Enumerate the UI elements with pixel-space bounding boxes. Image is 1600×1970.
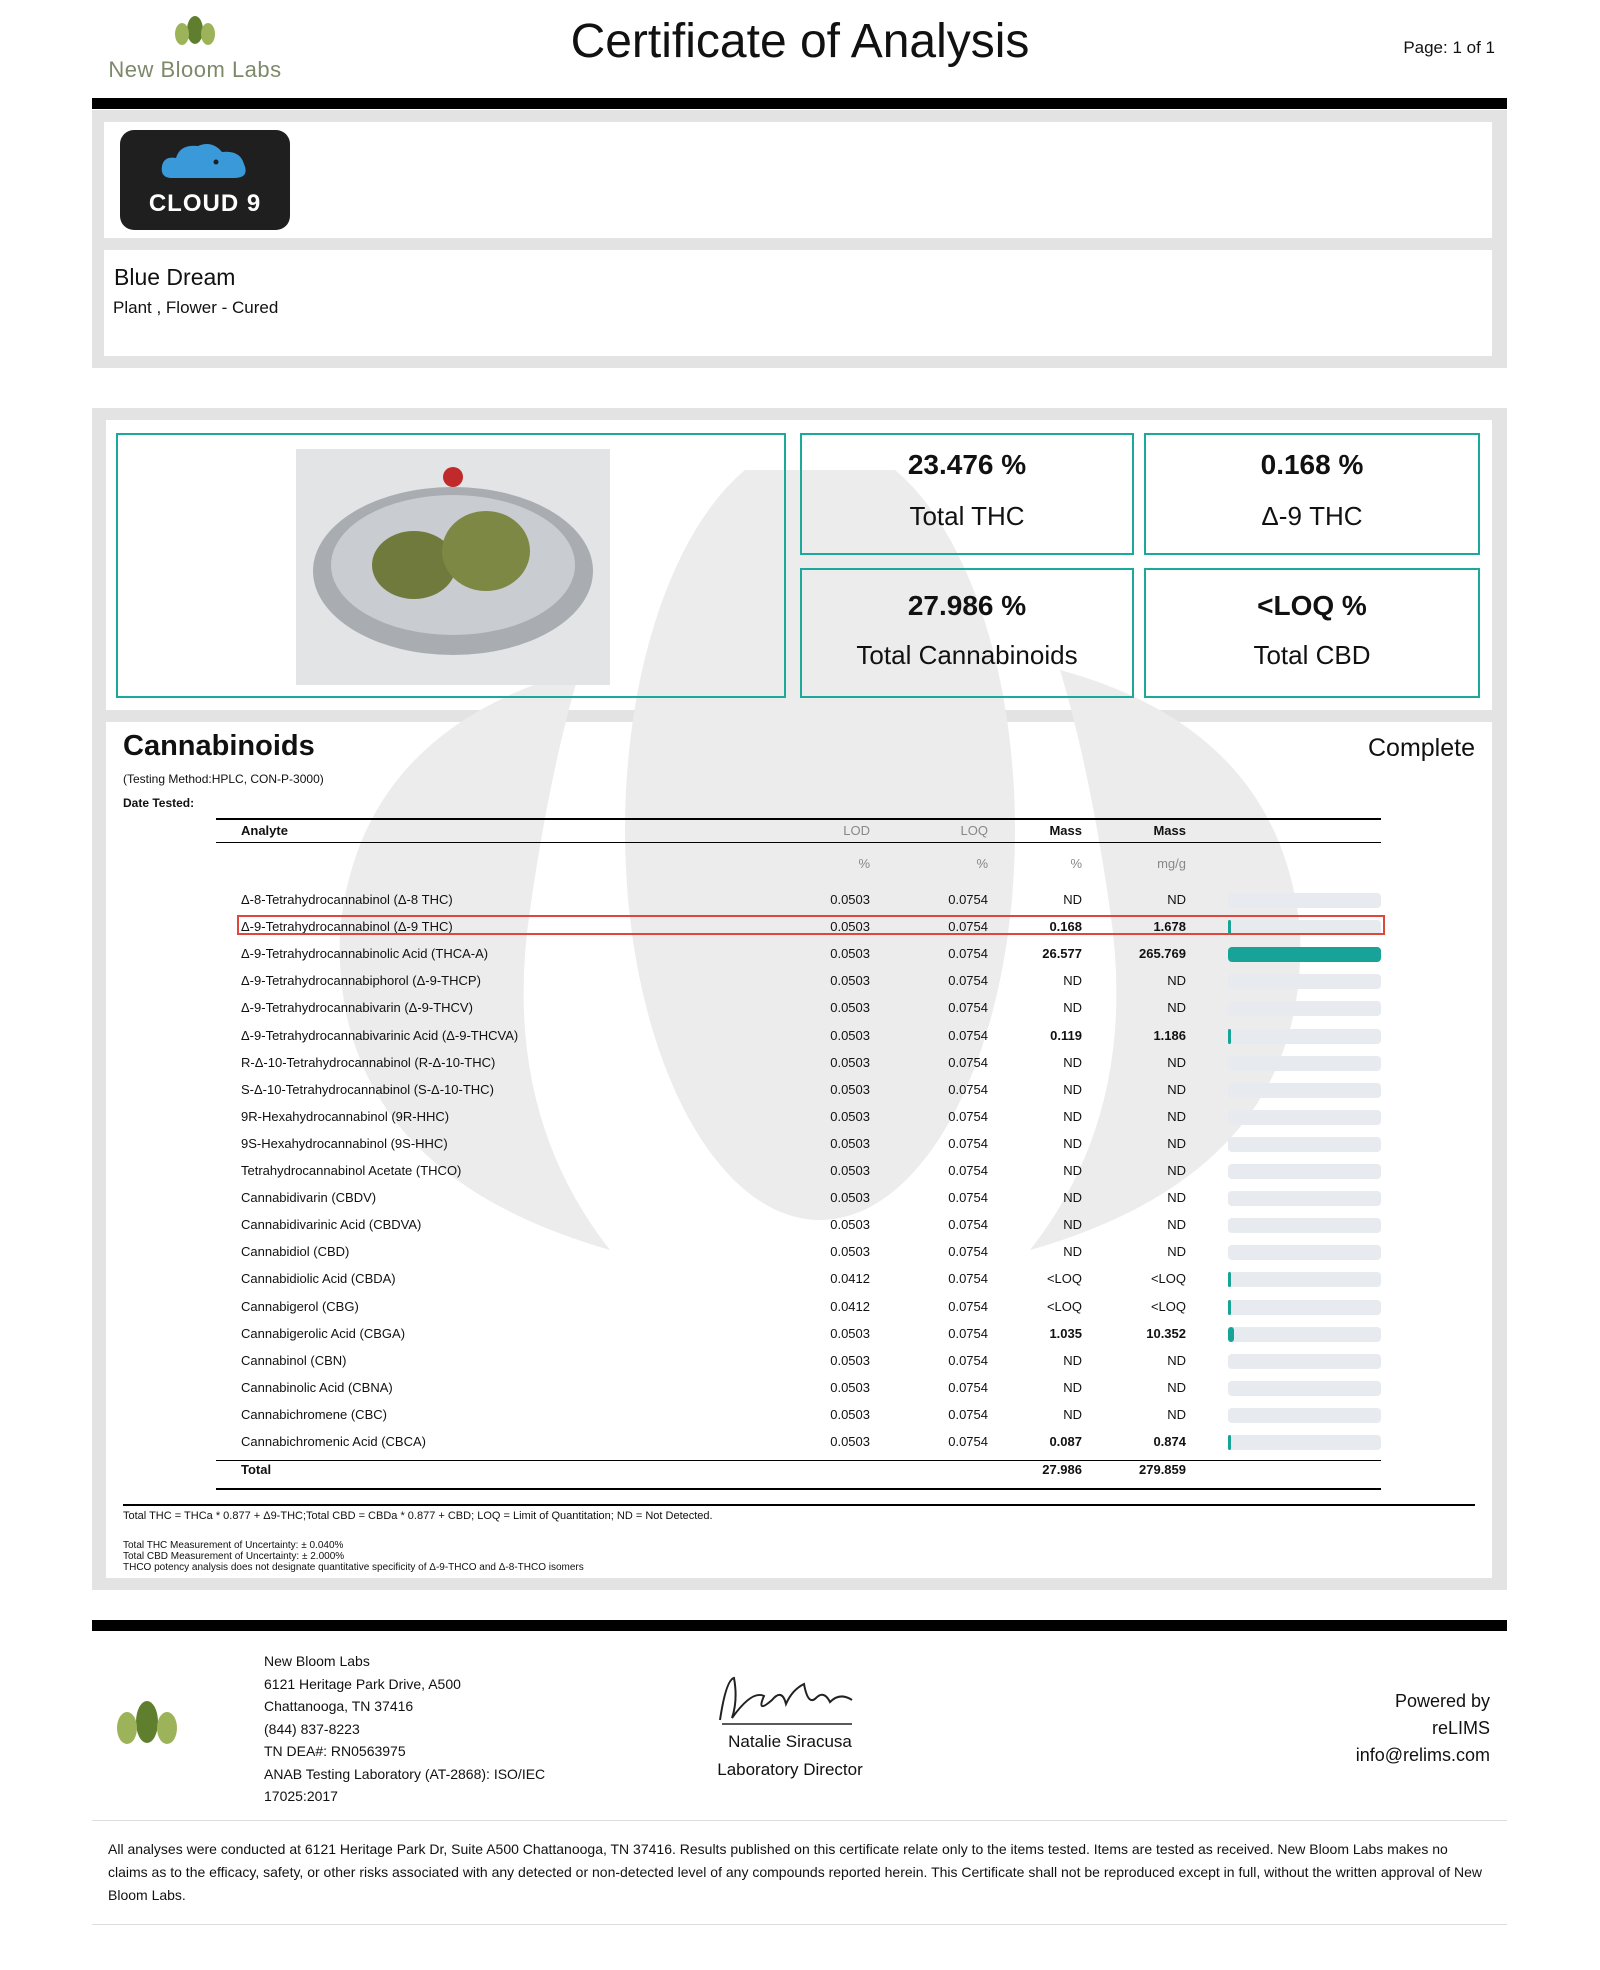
total-thc-value: 23.476 %	[907, 449, 1027, 480]
footnote-thc-uncertainty: Total THC Measurement of Uncertainty: ± 0.040%	[123, 1540, 344, 1551]
disclaimer-bottom-rule	[92, 1924, 1507, 1925]
loq-value: 0.0754	[948, 1082, 988, 1097]
mass-mg-value: 265.769	[1139, 946, 1186, 961]
loq-value: 0.0754	[948, 946, 988, 961]
section-title: Cannabinoids	[123, 730, 315, 762]
mass-mg-value: ND	[1167, 1163, 1186, 1178]
total-thc-label: Total THC	[909, 501, 1025, 531]
footnote-thco: THCO potency analysis does not designate quantitative specificity of Δ-9-THCO and Δ-8-THCO isomers	[123, 1562, 584, 1573]
lod-value: 0.0503	[830, 1190, 870, 1205]
total-pct: 27.986	[1042, 1462, 1082, 1477]
powered-by-label: Powered by	[1394, 1691, 1490, 1711]
loq-value: 0.0754	[948, 919, 988, 934]
address-line: Chattanooga, TN 37416	[264, 1698, 414, 1714]
mass-mg-value: ND	[1167, 1190, 1186, 1205]
powered-by-email[interactable]: info@relims.com	[1355, 1745, 1490, 1765]
stat-total-cbd	[1144, 568, 1480, 698]
analyte-name: Cannabidivarinic Acid (CBDVA)	[241, 1217, 422, 1232]
loq-value: 0.0754	[948, 1353, 988, 1368]
mass-mg-value: <LOQ	[1150, 1299, 1186, 1314]
mass-mg-value: ND	[1167, 1353, 1186, 1368]
loq-value: 0.0754	[948, 1109, 988, 1124]
mass-mg-value: ND	[1167, 1109, 1186, 1124]
footer-leaf-logo-icon	[108, 1695, 186, 1753]
signer-name: Natalie Siracusa	[728, 1732, 852, 1751]
brand-name: CLOUD 9	[148, 190, 262, 217]
analyte-name: 9R-Hexahydrocannabinol (9R-HHC)	[241, 1109, 450, 1124]
address-line: ANAB Testing Laboratory (AT-2868): ISO/IEC	[264, 1765, 546, 1782]
leaf-logo-icon	[165, 12, 225, 52]
mass-pct-value: ND	[1063, 1000, 1082, 1015]
testing-method: (Testing Method:HPLC, CON-P-3000)	[123, 772, 324, 786]
total-mg: 279.859	[1139, 1462, 1186, 1477]
total-label: Total	[241, 1462, 272, 1477]
mass-pct-value: <LOQ	[1046, 1299, 1082, 1314]
loq-value: 0.0754	[948, 1055, 988, 1070]
analyte-name: Cannabinolic Acid (CBNA)	[241, 1380, 393, 1395]
result-bar-track	[1228, 1056, 1381, 1071]
loq-value: 0.0754	[948, 1380, 988, 1395]
mass-mg-value: 1.186	[1153, 1028, 1186, 1043]
analyte-name: Δ-8-Tetrahydrocannabinol (Δ-8 THC)	[241, 892, 453, 907]
cloud-icon	[158, 138, 252, 188]
result-bar	[1228, 947, 1381, 962]
loq-value: 0.0754	[948, 1163, 988, 1178]
address-line: TN DEA#: RN0563975	[264, 1743, 406, 1759]
mass-pct-value: ND	[1063, 1109, 1082, 1124]
result-bar	[1228, 1327, 1234, 1342]
lod-value: 0.0503	[830, 1055, 870, 1070]
result-bar	[1228, 1300, 1231, 1315]
lab-logo	[105, 12, 285, 82]
total-cbd-label: Total CBD	[1253, 640, 1371, 670]
result-bar-track	[1228, 947, 1381, 962]
total-cannabinoids-value: 27.986 %	[907, 590, 1027, 621]
mass-pct-value: 0.119	[1050, 1028, 1082, 1043]
mass-pct-value: ND	[1063, 1244, 1082, 1259]
loq-value: 0.0754	[948, 1299, 988, 1314]
stat-d9-thc	[1144, 433, 1480, 555]
mass-pct-value: <LOQ	[1046, 1271, 1082, 1286]
mass-pct-value: ND	[1063, 892, 1082, 907]
result-bar-track	[1228, 974, 1381, 989]
address-line: New Bloom Labs	[264, 1653, 370, 1669]
header-rule	[216, 842, 1381, 843]
mass-pct-value: ND	[1063, 1217, 1082, 1232]
loq-value: 0.0754	[948, 1271, 988, 1286]
unit-mass-mg: mg/g	[1157, 856, 1186, 871]
mass-pct-value: ND	[1063, 1136, 1082, 1151]
date-tested: Date Tested:	[123, 796, 195, 810]
result-bar-track	[1228, 1164, 1381, 1179]
lod-value: 0.0503	[830, 1407, 870, 1422]
loq-value: 0.0754	[948, 1136, 988, 1151]
lod-value: 0.0503	[830, 1082, 870, 1097]
analyte-name: Δ-9-Tetrahydrocannabivarin (Δ-9-THCV)	[241, 1000, 473, 1015]
mass-pct-value: 1.035	[1049, 1326, 1082, 1341]
mass-mg-value: 0.874	[1153, 1434, 1186, 1449]
result-bar-track	[1228, 1435, 1381, 1450]
lod-value: 0.0503	[830, 1244, 870, 1259]
result-bar-track	[1228, 1110, 1381, 1125]
table-top-rule	[216, 818, 1381, 820]
lod-value: 0.0503	[830, 1217, 870, 1232]
mass-mg-value: ND	[1167, 892, 1186, 907]
mass-pct-value: 0.168	[1049, 919, 1082, 934]
disclaimer: All analyses were conducted at 6121 Heritage Park Dr, Suite A500 Chattanooga, TN 37416. Results published on this certificate relate only to the items tested. Items are tested as received. New Bloom Labs makes no claims as to the efficacy, safety, or other risks associated with any detected or non-detected level of any compounds reported herein. This Certificate shall not be reproduced except in full, without the written approval of New Bloom Labs.	[108, 1841, 1483, 1903]
loq-value: 0.0754	[948, 1407, 988, 1422]
analyte-name: Δ-9-Tetrahydrocannabinolic Acid (THCA-A)	[241, 946, 489, 961]
result-bar-track	[1228, 1272, 1381, 1287]
result-bar-track	[1228, 1001, 1381, 1016]
col-analyte: Analyte	[241, 823, 288, 838]
analyte-name: Cannabidiol (CBD)	[241, 1244, 350, 1259]
footnote-cbd-uncertainty: Total CBD Measurement of Uncertainty: ± 2.000%	[123, 1551, 345, 1562]
table-bottom-rule	[216, 1488, 1381, 1490]
col-mass-mg: Mass	[1153, 823, 1186, 838]
unit-loq: %	[976, 856, 988, 871]
result-bar-track	[1228, 1381, 1381, 1396]
lod-value: 0.0503	[830, 973, 870, 988]
product-name: Blue Dream	[114, 264, 236, 290]
lab-address	[264, 1650, 545, 1808]
analyte-name: S-Δ-10-Tetrahydrocannabinol (S-Δ-10-THC)	[241, 1082, 494, 1097]
result-bar-track	[1228, 1218, 1381, 1233]
mass-pct-value: ND	[1063, 1380, 1082, 1395]
mass-mg-value: ND	[1167, 1136, 1186, 1151]
header-divider	[92, 98, 1507, 109]
mass-mg-value: <LOQ	[1150, 1271, 1186, 1286]
lod-value: 0.0503	[830, 892, 870, 907]
mass-pct-value: ND	[1063, 1353, 1082, 1368]
loq-value: 0.0754	[948, 973, 988, 988]
d9-thc-value: 0.168 %	[1260, 449, 1364, 480]
footer-divider	[92, 1620, 1507, 1631]
analyte-name: Cannabigerol (CBG)	[241, 1299, 359, 1314]
analyte-name: Cannabigerolic Acid (CBGA)	[241, 1326, 406, 1341]
col-lod: LOD	[843, 823, 870, 838]
lod-value: 0.0503	[830, 919, 870, 934]
stat-total-cannabinoids	[800, 568, 1134, 698]
lod-value: 0.0503	[830, 1163, 870, 1178]
mass-mg-value: ND	[1167, 1000, 1186, 1015]
mass-pct-value: ND	[1063, 973, 1082, 988]
mass-mg-value: ND	[1167, 1244, 1186, 1259]
result-bar-track	[1228, 1029, 1381, 1044]
analyte-name: Cannabichromenic Acid (CBCA)	[241, 1434, 426, 1449]
mass-mg-value: 10.352	[1146, 1326, 1186, 1341]
mass-mg-value: ND	[1167, 973, 1186, 988]
mass-mg-value: ND	[1167, 1082, 1186, 1097]
lod-value: 0.0412	[830, 1299, 870, 1314]
loq-value: 0.0754	[948, 1244, 988, 1259]
address-line: 6121 Heritage Park Drive, A500	[264, 1675, 461, 1692]
mass-pct-value: ND	[1063, 1407, 1082, 1422]
mass-pct-value: ND	[1063, 1082, 1082, 1097]
lod-value: 0.0412	[830, 1271, 870, 1286]
total-cbd-value: <LOQ %	[1257, 590, 1367, 621]
powered-by	[1300, 1688, 1490, 1769]
lab-name: New Bloom Labs	[108, 57, 282, 82]
mass-mg-value: ND	[1167, 1217, 1186, 1232]
loq-value: 0.0754	[948, 1326, 988, 1341]
address-line: 17025:2017	[264, 1788, 338, 1804]
mass-pct-value: ND	[1063, 1163, 1082, 1178]
analyte-name: Cannabidiolic Acid (CBDA)	[241, 1271, 396, 1286]
loq-value: 0.0754	[948, 1434, 988, 1449]
loq-value: 0.0754	[948, 1028, 988, 1043]
footnote-rule	[123, 1504, 1475, 1506]
lod-value: 0.0503	[830, 1326, 870, 1341]
result-bar	[1228, 1029, 1231, 1044]
result-bar-track	[1228, 1245, 1381, 1260]
mass-pct-value: ND	[1063, 1190, 1082, 1205]
result-bar-track	[1228, 1083, 1381, 1098]
analyte-name: Tetrahydrocannabinol Acetate (THCO)	[241, 1163, 462, 1178]
unit-lod: %	[858, 856, 870, 871]
result-bar-track	[1228, 1354, 1381, 1369]
mass-pct-value: 0.087	[1049, 1434, 1082, 1449]
mass-pct-value: 26.577	[1042, 946, 1082, 961]
col-mass-pct: Mass	[1049, 823, 1082, 838]
mass-mg-value: ND	[1167, 1407, 1186, 1422]
lod-value: 0.0503	[830, 1028, 870, 1043]
loq-value: 0.0754	[948, 1217, 988, 1232]
analyte-name: Δ-9-Tetrahydrocannabinol (Δ-9 THC)	[241, 919, 453, 934]
col-loq: LOQ	[960, 823, 988, 838]
mass-mg-value: ND	[1167, 1380, 1186, 1395]
result-bar-track	[1228, 893, 1381, 908]
brand-logo	[120, 130, 290, 230]
sample-photo-box	[116, 433, 786, 698]
result-bar-track	[1228, 1327, 1381, 1342]
lod-value: 0.0503	[830, 1109, 870, 1124]
analyte-name: Δ-9-Tetrahydrocannabivarinic Acid (Δ-9-THCVA)	[241, 1028, 519, 1043]
mass-mg-value: ND	[1167, 1055, 1186, 1070]
product-type: Plant , Flower - Cured	[113, 298, 279, 317]
sample-photo	[296, 449, 610, 685]
page-title: Certificate of Analysis	[570, 15, 1030, 68]
result-bar-track	[1228, 1408, 1381, 1423]
d9-thc-label: Δ-9 THC	[1261, 501, 1363, 531]
mass-pct-value: ND	[1063, 1055, 1082, 1070]
unit-mass-pct: %	[1070, 856, 1082, 871]
signature	[712, 1670, 862, 1730]
result-bar-track	[1228, 1300, 1381, 1315]
powered-by-vendor: reLIMS	[1431, 1718, 1490, 1738]
result-bar	[1228, 1435, 1231, 1450]
total-rule	[216, 1460, 1381, 1461]
loq-value: 0.0754	[948, 1000, 988, 1015]
disclaimer-top-rule	[92, 1820, 1507, 1821]
result-bar-track	[1228, 1137, 1381, 1152]
footnote-formula: Total THC = THCa * 0.877 + Δ9-THC;Total CBD = CBDa * 0.877 + CBD; LOQ = Limit of Quantitation; ND = Not Detected.	[123, 1510, 713, 1522]
status-badge: Complete	[1368, 734, 1475, 762]
result-bar-track	[1228, 1191, 1381, 1206]
highlight-row-outline	[237, 915, 1385, 935]
lod-value: 0.0503	[830, 1000, 870, 1015]
lod-value: 0.0503	[830, 1353, 870, 1368]
stat-total-thc	[800, 433, 1134, 555]
lod-value: 0.0503	[830, 1136, 870, 1151]
analyte-name: 9S-Hexahydrocannabinol (9S-HHC)	[241, 1136, 448, 1151]
loq-value: 0.0754	[948, 1190, 988, 1205]
analyte-name: Δ-9-Tetrahydrocannabiphorol (Δ-9-THCP)	[241, 973, 481, 988]
mass-mg-value: 1.678	[1153, 919, 1186, 934]
analyte-name: Cannabidivarin (CBDV)	[241, 1190, 377, 1205]
lod-value: 0.0503	[830, 1434, 870, 1449]
product-area	[104, 250, 1492, 356]
analyte-name: R-Δ-10-Tetrahydrocannabinol (R-Δ-10-THC)	[241, 1055, 496, 1070]
lod-value: 0.0503	[830, 1380, 870, 1395]
address-line: (844) 837-8223	[264, 1720, 360, 1737]
page-number: Page: 1 of 1	[1403, 38, 1495, 57]
loq-value: 0.0754	[948, 892, 988, 907]
total-cannabinoids-label: Total Cannabinoids	[856, 640, 1078, 670]
analyte-name: Cannabinol (CBN)	[241, 1353, 347, 1368]
signer-role: Laboratory Director	[717, 1760, 863, 1779]
analyte-name: Cannabichromene (CBC)	[241, 1407, 387, 1422]
lod-value: 0.0503	[830, 946, 870, 961]
brand-area	[104, 122, 1492, 238]
result-bar	[1228, 1272, 1231, 1287]
